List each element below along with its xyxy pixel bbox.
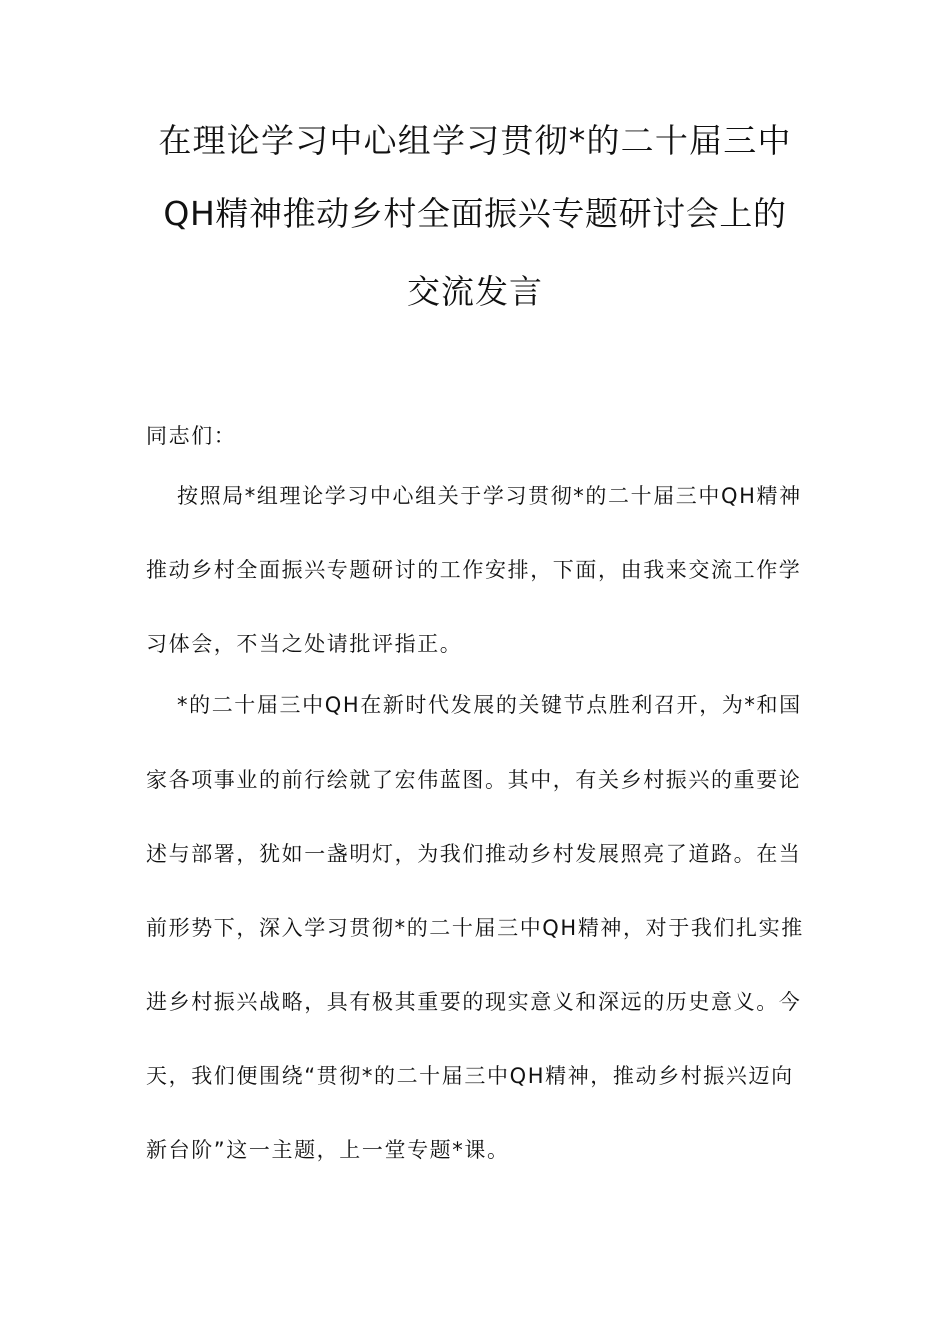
salutation: 同志们： <box>146 424 237 448</box>
document-title-line-1: 在理论学习中心组学习贯彻*的二十届三中 <box>158 121 792 160</box>
paragraph-2-line-7: 新台阶”这一主题，上一堂专题*课。 <box>146 1138 510 1162</box>
paragraph-1-line-2: 推动乡村全面振兴专题研讨的工作安排，下面，由我来交流工作学 <box>146 558 802 582</box>
paragraph-2-line-4: 前形势下，深入学习贯彻*的二十届三中QH精神，对于我们扎实推 <box>146 916 804 940</box>
paragraph-1-line-3: 习体会，不当之处请批评指正。 <box>146 632 463 656</box>
paragraph-1-line-1: 按照局*组理论学习中心组关于学习贯彻*的二十届三中QH精神 <box>177 484 802 508</box>
document-title-line-3: 交流发言 <box>407 272 543 311</box>
paragraph-2-line-5: 进乡村振兴战略，具有极其重要的现实意义和深远的历史意义。今 <box>146 990 802 1014</box>
document-title-line-2: QH精神推动乡村全面振兴专题研讨会上的 <box>163 194 787 233</box>
paragraph-2-line-6: 天，我们便围绕“贯彻*的二十届三中QH精神，推动乡村振兴迈向 <box>146 1064 794 1088</box>
paragraph-2-line-1: *的二十届三中QH在新时代发展的关键节点胜利召开，为*和国 <box>177 693 802 717</box>
paragraph-2-line-2: 家各项事业的前行绘就了宏伟蓝图。其中，有关乡村振兴的重要论 <box>146 768 802 792</box>
paragraph-2-line-3: 述与部署，犹如一盏明灯，为我们推动乡村发展照亮了道路。在当 <box>146 842 802 866</box>
